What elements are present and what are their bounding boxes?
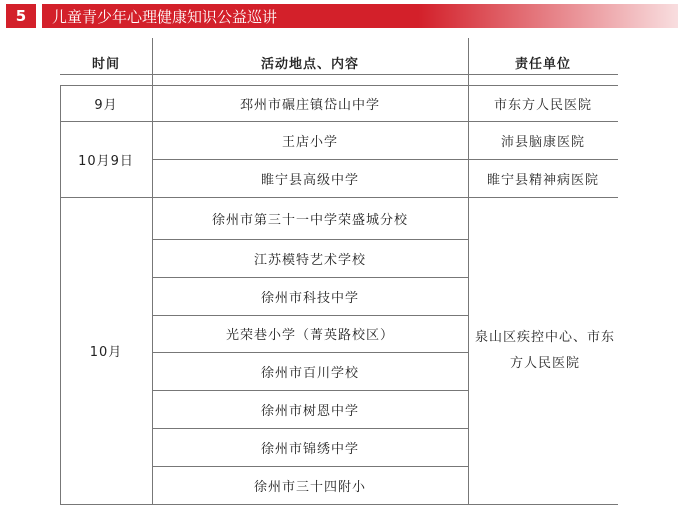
unit-cell: 睢宁县精神病医院 bbox=[486, 172, 599, 188]
unit-cell: 沛县脑康医院 bbox=[500, 134, 585, 150]
unit-cell: 市东方人民医院 bbox=[493, 97, 592, 113]
place-cell: 徐州市树恩中学 bbox=[260, 403, 359, 419]
header-time: 时间 bbox=[91, 56, 120, 72]
place-cell: 邳州市碾庄镇岱山中学 bbox=[239, 97, 380, 113]
place-cell: 睢宁县高级中学 bbox=[260, 172, 359, 188]
time-cell: 10月 bbox=[89, 345, 123, 360]
place-cell: 王店小学 bbox=[281, 134, 338, 150]
place-cell: 徐州市百川学校 bbox=[260, 365, 359, 381]
place-cell: 徐州市科技中学 bbox=[260, 290, 359, 306]
section-title: 儿童青少年心理健康知识公益巡讲 bbox=[42, 4, 678, 28]
time-cell: 9月 bbox=[94, 97, 118, 113]
header-rule bbox=[60, 74, 618, 75]
section-banner bbox=[0, 0, 678, 32]
place-cell: 徐州市锦绣中学 bbox=[260, 441, 359, 457]
header-place: 活动地点、内容 bbox=[260, 56, 359, 72]
place-cell: 徐州市三十四附小 bbox=[253, 479, 366, 495]
unit-cell: 泉山区疾控中心、市东方人民医院 bbox=[474, 329, 615, 371]
place-cell: 光荣巷小学（菁英路校区） bbox=[225, 328, 394, 343]
table-bottom-rule bbox=[60, 504, 618, 505]
place-cell: 徐州市第三十一中学荣盛城分校 bbox=[211, 212, 408, 228]
header-unit: 责任单位 bbox=[514, 56, 571, 72]
place-cell: 江苏模特艺术学校 bbox=[253, 252, 366, 268]
section-number: 5 bbox=[6, 4, 36, 28]
time-cell: 10月9日 bbox=[78, 153, 134, 169]
